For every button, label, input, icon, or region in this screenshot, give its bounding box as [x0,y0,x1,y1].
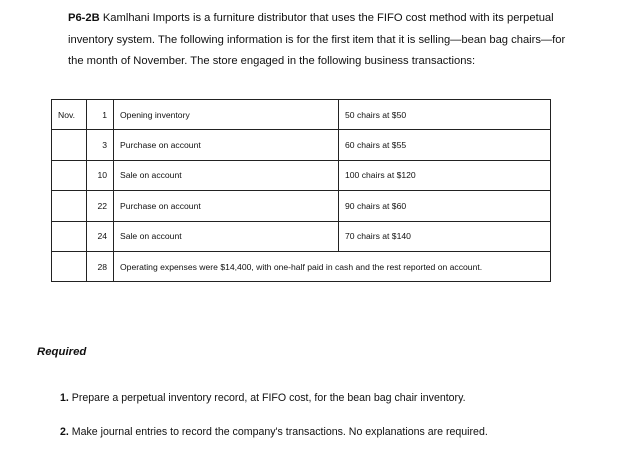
list-item-text: Prepare a perpetual inventory record, at FIFO cost, for the bean bag chair inventory. [71,392,466,404]
table-row [52,251,551,281]
day-cell: 1 [87,100,114,130]
table-row [52,191,551,221]
detail-cell: 70 chairs at $140 [339,221,551,251]
description-cell: Sale on account [114,221,339,251]
detail-cell: 100 chairs at $120 [339,160,551,190]
list-item [60,392,488,426]
required-list [60,392,488,460]
month-cell [52,130,87,160]
day-cell: 10 [87,160,114,190]
detail-cell: 90 chairs at $60 [339,191,551,221]
description-cell: Operating expenses were $14,400, with one-half paid in cash and the rest reported on account. [114,251,551,281]
day-cell: 3 [87,130,114,160]
list-item [60,426,488,460]
day-cell: 22 [87,191,114,221]
transactions-table [51,99,551,282]
table-row [52,160,551,190]
required-heading: Required [37,346,87,358]
list-item-number: 2. [60,426,69,438]
problem-code: P6-2B [68,12,100,24]
detail-cell: 60 chairs at $55 [339,130,551,160]
day-cell: 24 [87,221,114,251]
table-row [52,221,551,251]
problem-intro-text: Kamlhani Imports is a furniture distributor that uses the FIFO cost method with its perpetual inventory system. The following information is for the first item that it is selling—bean bag chairs—for the month of November. The store engaged in the following business transactions: [68,12,566,67]
month-cell [52,191,87,221]
month-cell: Nov. [52,100,87,130]
month-cell [52,160,87,190]
description-cell: Purchase on account [114,130,339,160]
list-item-text: Make journal entries to record the company's transactions. No explanations are required. [71,426,488,438]
table-row [52,100,551,130]
detail-cell: 50 chairs at $50 [339,100,551,130]
table-row [52,130,551,160]
description-cell: Purchase on account [114,191,339,221]
description-cell: Sale on account [114,160,339,190]
month-cell [52,221,87,251]
day-cell: 28 [87,251,114,281]
month-cell [52,251,87,281]
description-cell: Opening inventory [114,100,339,130]
list-item-number: 1. [60,392,69,404]
problem-intro [68,8,568,73]
